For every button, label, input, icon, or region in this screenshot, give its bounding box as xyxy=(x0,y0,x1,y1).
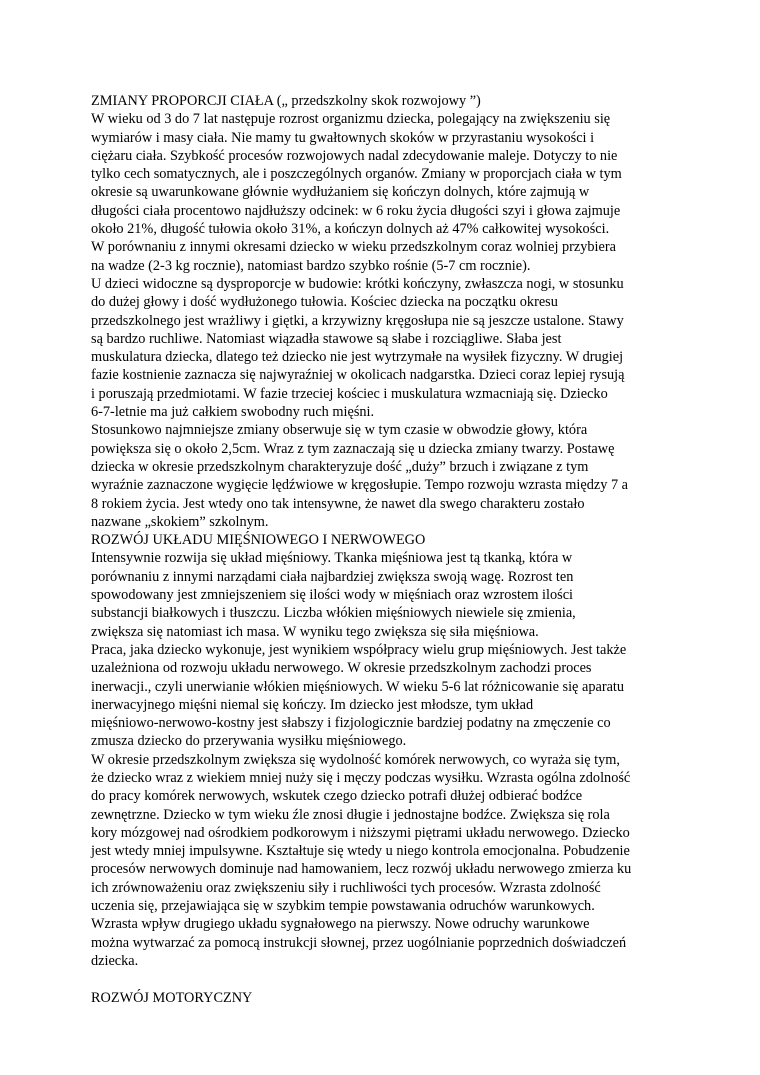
text-line: Stosunkowo najmniejsze zmiany obserwuje się w tym czasie w obwodzie głowy, która xyxy=(91,422,588,439)
text-line: powiększa się o około 2,5cm. Wraz z tym zaznaczają się u dziecka zmiany twarzy. Postawę xyxy=(91,440,615,457)
text-line: dziecka. xyxy=(91,952,139,969)
text-line: ich zrównoważeniu oraz zwiększeniu siły i ruchliwości tych procesów. Wzrasta zdolność xyxy=(91,879,601,896)
text-line: wyraźnie zaznaczone wygięcie lędźwiowe w kręgosłupie. Tempo rozwoju wzrasta między 7 a xyxy=(91,477,629,494)
text-line: 8 rokiem życia. Jest wtedy ono tak intensywne, że nawet dla swego charakteru zostało xyxy=(91,495,585,512)
text-line: do pracy komórek nerwowych, wskutek czego dziecko potrafi dłużej odbierać bodźce xyxy=(91,788,583,805)
text-line: muskulatura dziecka, dlatego też dziecko nie jest wytrzymałe na wysiłek fizyczny. W drugiej xyxy=(91,349,624,366)
text-line: uczenia się, przejawiająca się w szybkim tempie powstawania odruchów warunkowych. xyxy=(91,898,595,915)
text-line: W wieku od 3 do 7 lat następuje rozrost organizmu dziecka, polegający na zwiększeniu się xyxy=(91,111,611,128)
text-line: na wadze (2-3 kg rocznie), natomiast bardzo szybko rośnie (5-7 cm rocznie). xyxy=(91,257,531,274)
text-line: ZMIANY PROPORCJI CIAŁA („ przedszkolny skok rozwojowy ”) xyxy=(91,93,481,109)
text-line: są bardzo ruchliwe. Natomiast wiązadła stawowe są słabe i rozciągliwe. Słaba jest xyxy=(91,330,562,347)
blank-line xyxy=(91,970,677,988)
text-line: substancji białkowych i tłuszczu. Liczba włókien mięśniowych niewiele się zmienia, xyxy=(91,605,576,622)
text-line: zwiększa się natomiast ich masa. W wyniku tego zwiększa się siła mięśniowa. xyxy=(91,623,539,640)
text-line: wymiarów i masy ciała. Nie mamy tu gwałtownych skoków w przyrastaniu wysokości i xyxy=(91,129,595,146)
text-line: zewnętrzne. Dziecko w tym wieku źle znosi długie i jednostajne bodźce. Zwiększa się rola xyxy=(91,806,610,823)
text-line: W okresie przedszkolnym zwiększa się wydolność komórek nerwowych, co wyraża się tym, xyxy=(91,751,620,768)
text-line: porównaniu z innymi narządami ciała najbardziej zwiększa swoją wagę. Rozrost ten xyxy=(91,568,574,585)
text-line: zmusza dziecko do przerywania wysiłku mięśniowego. xyxy=(91,733,407,750)
text-line: jest wtedy mniej impulsywne. Kształtuje się wtedy u niego kontrola emocjonalna. Pobudzenie xyxy=(91,843,630,860)
text-line: dziecka w okresie przedszkolnym charakteryzuje dość „duży” brzuch i związane z tym xyxy=(91,458,589,475)
text-line: kory mózgowej nad ośrodkiem podkorowym i niższymi piętrami układu nerwowego. Dziecko xyxy=(91,824,630,841)
text-line: Wzrasta wpływ drugiego układu sygnałowego na pierwszy. Nowe odruchy warunkowe xyxy=(91,916,590,933)
text-line: Praca, jaka dziecko wykonuje, jest wynikiem współpracy wielu grup mięśniowych. Jest także xyxy=(91,641,627,658)
text-line: tylko cech somatycznych, ale i poszczególnych organów. Zmiany w proporcjach ciała w tym xyxy=(91,166,622,183)
text-line: że dziecko wraz z wiekiem mniej nuży się i męczy podczas wysiłku. Wzrasta ogólna zdolność xyxy=(91,769,631,786)
text-line: procesów nerwowych dominuje nad hamowaniem, lecz rozwój układu nerwowego zmierza ku xyxy=(91,861,632,878)
text-line: W porównaniu z innymi okresami dziecko w wieku przedszkolnym coraz wolniej przybiera xyxy=(91,239,616,256)
text-line: spowodowany jest zmniejszeniem się ilości wody w mięśniach oraz wzrostem ilości xyxy=(91,587,574,604)
text-line: ROZWÓJ UKŁADU MIĘŚNIOWEGO I NERWOWEGO xyxy=(91,532,426,549)
text-line: ROZWÓJ MOTORYCZNY xyxy=(91,989,253,1006)
text-line: 6-7-letnie ma już całkiem swobodny ruch mięśni. xyxy=(91,404,375,421)
text-line: uzależniona od rozwoju układu nerwowego. W okresie przedszkolnym zachodzi proces xyxy=(91,660,592,677)
text-line: ciężaru ciała. Szybkość procesów rozwojowych nadal zdecydowanie maleje. Dotyczy to nie xyxy=(91,147,618,164)
text-line: nazwane „skokiem” szkolnym. xyxy=(91,513,269,530)
text-line: mięśniowo-nerwowo-kostny jest słabszy i fizjologicznie bardziej podatny na zmęczenie co xyxy=(91,715,611,732)
text-line: i poruszają przedmiotami. W fazie trzeciej kościec i muskulatura wzmacniają się. Dziecko xyxy=(91,385,608,402)
text-line: inerwacji., czyli unerwianie włókien mięśniowych. W wieku 5-6 lat różnicowanie się aparatu xyxy=(91,678,625,695)
text-line: U dzieci widoczne są dysproporcje w budowie: krótki kończyny, zwłaszcza nogi, w stosunku xyxy=(91,275,624,292)
text-line: przedszkolnego jest wrażliwy i giętki, a krzywizny kręgosłupa nie są jeszcze ustalone. Stawy xyxy=(91,312,624,329)
text-line: można wytwarzać za pomocą instrukcji słownej, przez uogólnianie poprzednich doświadczeń xyxy=(91,934,627,951)
document-page xyxy=(91,92,677,1007)
text-line: inerwacyjnego mięśni niemal się kończy. Im dziecko jest młodsze, tym układ xyxy=(91,696,534,713)
text-line: długości ciała procentowo najdłuższy odcinek: w 6 roku życia długości szyi i głowa zajmuje xyxy=(91,202,621,219)
text-line: do dużej głowy i dość wydłużonego tułowia. Kościec dziecka na początku okresu xyxy=(91,294,558,311)
text-line: fazie kostnienie zaznacza się najwyraźniej w okolicach nadgarstka. Dzieci coraz lepiej rysują xyxy=(91,367,625,384)
text-line: Intensywnie rozwija się układ mięśniowy. Tkanka mięśniowa jest tą tkanką, która w xyxy=(91,550,573,567)
text-line: około 21%, długość tułowia około 31%, a kończyn dolnych aż 47% całkowitej wysokości. xyxy=(91,221,610,238)
text-line: okresie są uwarunkowane głównie wydłużaniem się kończyn dolnych, które zajmują w xyxy=(91,184,590,201)
